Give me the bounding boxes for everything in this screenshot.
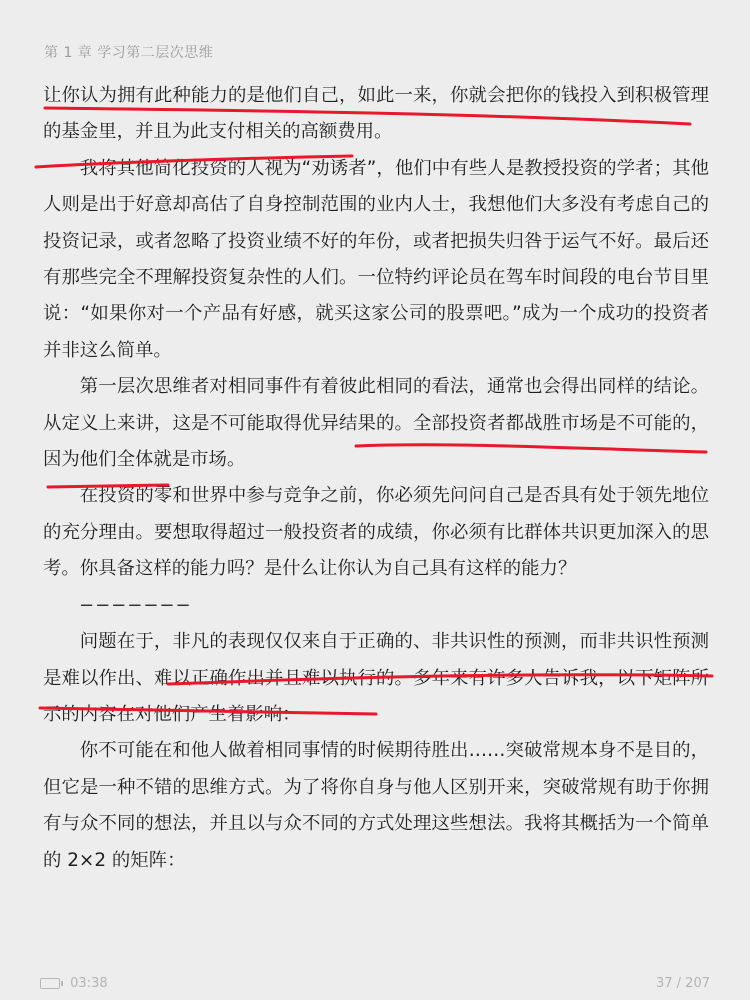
clock-time: 03:38 <box>70 976 108 991</box>
page-content <box>43 78 709 879</box>
paragraph-zero-sum: 在投资的零和世界中参与竞争之前，你必须先问问自己是否具有处于领先地位的充分理由。要想取得超过一般投资者的成绩，你必须有比群体共识更加深入的思考。你具备这样的能力吗？是什么让你认为自己具有这样的能力？ <box>43 485 709 580</box>
page-indicator: 37 / 207 <box>656 976 710 991</box>
chapter-title: 第 1 章 学习第二层次思维 <box>44 45 214 61</box>
paragraph-first-level-thinkers: 第一层次思维者对相同事件有着彼此相同的看法，通常也会得出同样的结论。从定义上来讲，这是不可能取得优异结果的。全部投资者都战胜市场是不可能的，因为他们全体就是市场。 <box>43 376 709 471</box>
paragraph-continued: 让你认为拥有此种能力的是他们自己，如此一来，你就会把你的钱投入到积极管理的基金里，并且为此支付相关的高额费用。 <box>43 85 709 143</box>
paragraph-matrix-intro: 你不可能在和他人做着相同事情的时候期待胜出……突破常规本身不是目的，但它是一种不错的思维方式。为了将你自身与他人区别开来，突破常规有助于你拥有与众不同的想法，并且以与众不同的方式处理这些想法。我将其概括为一个简单的 2×2 的矩阵： <box>43 740 709 871</box>
paragraph-persuaders: 我将其他简化投资的人视为“劝诱者”，他们中有些人是教授投资的学者；其他人则是出于好意却高估了自身控制范围的业内人士，我想他们大多没有考虑自己的投资记录，或者忽略了投资业绩不好的年份，或者把损失归咎于运气不好。最后还有那些完全不理解投资复杂性的人们。一位特约评论员在驾车时间段的电台节目里说：“如果你对一个产品有好感，就买这家公司的股票吧。”成为一个成功的投资者并非这么简单。 <box>43 157 709 361</box>
reader-footer <box>40 976 710 991</box>
paragraph-problem: 问题在于，非凡的表现仅仅来自于正确的、非共识性的预测，而非共识性预测是难以作出、难以正确作出并且难以执行的。多年来有许多人告诉我，以下矩阵所示的内容在对他们产生着影响： <box>43 631 709 725</box>
section-divider: −−−−−−− <box>79 594 192 616</box>
battery-icon <box>40 978 60 989</box>
